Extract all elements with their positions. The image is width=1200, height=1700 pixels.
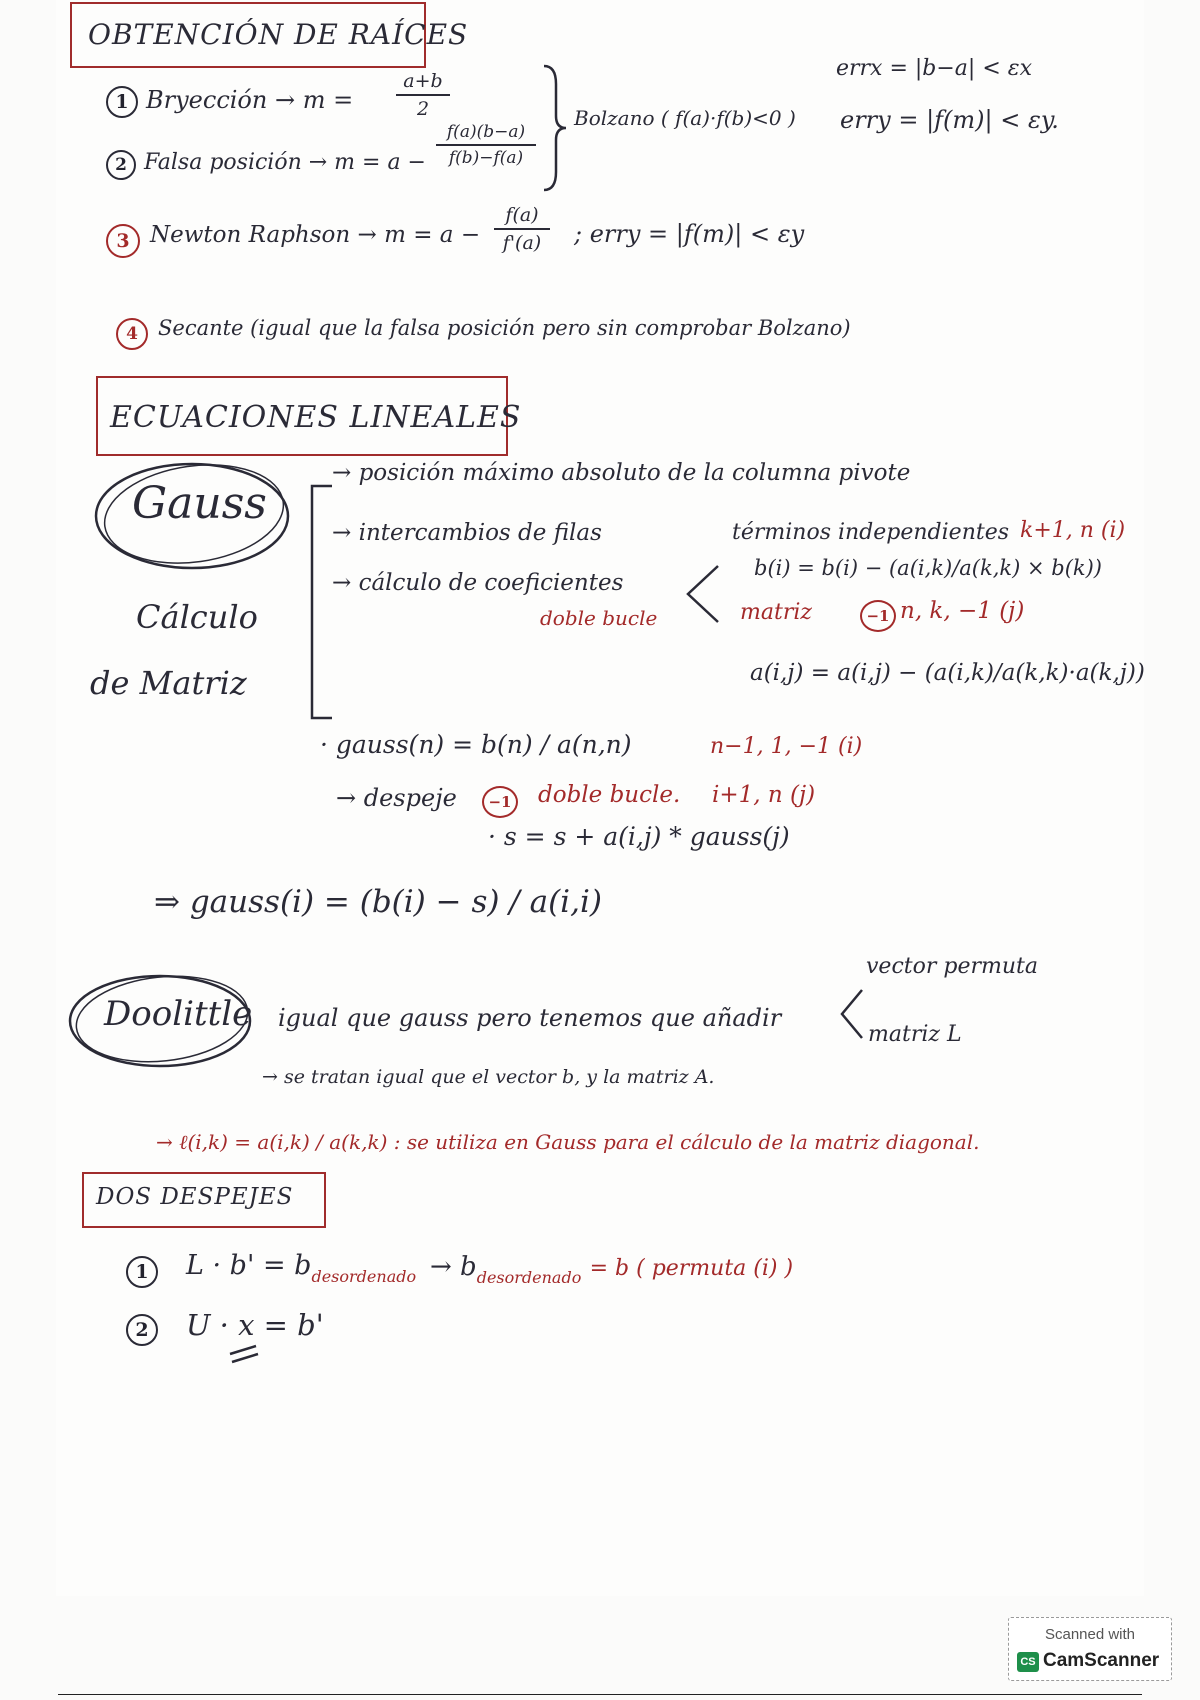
fraction-bar bbox=[396, 94, 450, 96]
method-1-fraction-denominator: 2 bbox=[416, 98, 430, 120]
despeje-2-number: 2 bbox=[126, 1314, 158, 1346]
gauss-step-1: → posición máximo absoluto de la columna pivote bbox=[332, 460, 911, 486]
doolittle-title: Doolittle bbox=[104, 994, 253, 1034]
method-1-number: 1 bbox=[106, 86, 138, 118]
method-4-label: Secante (igual que la falsa posición pero sin comprobar Bolzano) bbox=[158, 316, 851, 340]
doolittle-option-vector-permuta: vector permuta bbox=[866, 954, 1038, 979]
despeje-1-permuta: = b ( permuta (i) ) bbox=[589, 1256, 794, 1281]
scanned-with-label: Scanned with bbox=[1044, 1626, 1136, 1643]
method-3-number: 3 bbox=[106, 224, 140, 258]
method-1-fraction-numerator: a+b bbox=[403, 70, 443, 92]
s-accumulate-formula: · s = s + a(i,j) * gauss(j) bbox=[488, 822, 790, 851]
despeje-1-subscript: desordenado bbox=[311, 1267, 417, 1286]
b-update-formula: b(i) = b(i) − (a(i,k)/a(k,k) × b(k)) bbox=[754, 556, 1102, 580]
doolittle-note-2: → ℓ(i,k) = a(i,k) / a(k,k) : se utiliza en Gauss para el cálculo de la matriz diagonal. bbox=[156, 1130, 980, 1154]
error-y: erry = |f(m)| < εy. bbox=[840, 106, 1059, 134]
method-1-label: Bryección → m = bbox=[146, 86, 354, 114]
despeje-2-formula: U · x = b' bbox=[186, 1308, 324, 1342]
matriz-range: n, k, −1 (j) bbox=[900, 598, 1025, 624]
linear-heading: ECUACIONES LINEALES bbox=[110, 400, 522, 435]
despeje-range: i+1, n (j) bbox=[712, 782, 816, 808]
doolittle-option-matriz-l: matriz L bbox=[868, 1022, 962, 1047]
method-3-fraction-numerator: f(a) bbox=[505, 204, 539, 226]
despeje-1-arrow-b: → b bbox=[430, 1252, 477, 1282]
method-2-fraction-numerator: f(a)(b−a) bbox=[446, 122, 526, 142]
matriz-step-circle: −1 bbox=[860, 600, 896, 632]
terminos-independientes-label: términos independientes bbox=[732, 520, 1010, 545]
despeje-1-lhs: L · b' = b bbox=[186, 1250, 312, 1281]
method-3-fraction bbox=[494, 204, 550, 254]
despeje-step-circle: −1 bbox=[482, 786, 518, 818]
method-2-label: Falsa posición → m = a − bbox=[144, 150, 426, 175]
doolittle-less-than-brace bbox=[836, 986, 866, 1042]
despejes-heading: DOS DESPEJES bbox=[96, 1184, 294, 1210]
gauss-bracket bbox=[306, 482, 336, 722]
method-1-fraction bbox=[396, 70, 450, 120]
gauss-subtitle-line-1: Cálculo bbox=[136, 598, 258, 636]
roots-heading: OBTENCIÓN DE RAÍCES bbox=[88, 18, 469, 51]
fraction-bar bbox=[436, 144, 536, 146]
bottom-rule bbox=[58, 1694, 1142, 1695]
despeje-1-arrow bbox=[430, 1252, 793, 1287]
despeje-1-formula bbox=[186, 1250, 416, 1286]
less-than-brace bbox=[682, 562, 722, 626]
a-update-formula: a(i,j) = a(i,j) − (a(i,k)/a(k,k)·a(k,j)) bbox=[750, 660, 1145, 686]
method-4-number: 4 bbox=[116, 318, 148, 350]
bolzano-condition: Bolzano ( f(a)·f(b)<0 ) bbox=[574, 106, 796, 130]
method-3-fraction-denominator: f'(a) bbox=[502, 232, 542, 254]
method-2-fraction-denominator: f(b)−f(a) bbox=[448, 148, 524, 168]
method-3-label: Newton Raphson → m = a − bbox=[150, 222, 481, 248]
fraction-bar bbox=[494, 228, 550, 230]
gauss-title: Gauss bbox=[132, 478, 267, 529]
right-curly-brace bbox=[540, 62, 570, 194]
despeje-1-arrow-subscript: desordenado bbox=[476, 1268, 582, 1287]
method-3-error: ; erry = |f(m)| < εy bbox=[574, 220, 805, 248]
matriz-label: matriz bbox=[740, 600, 812, 625]
doolittle-note-1: → se tratan igual que el vector b, y la matriz A. bbox=[262, 1066, 715, 1088]
despeje-1-number: 1 bbox=[126, 1256, 158, 1288]
doolittle-text: igual que gauss pero tenemos que añadir bbox=[278, 1004, 782, 1032]
gauss-n-range: n−1, 1, −1 (i) bbox=[710, 734, 863, 759]
gauss-subtitle-line-2: de Matriz bbox=[90, 664, 247, 702]
despeje-bucle-note: doble bucle. bbox=[538, 782, 681, 808]
method-2-fraction bbox=[436, 122, 536, 168]
terminos-range: k+1, n (i) bbox=[1020, 518, 1126, 543]
error-x: errx = |b−a| < εx bbox=[836, 56, 1032, 81]
camscanner-badge bbox=[1008, 1617, 1172, 1681]
gauss-i-formula: ⇒ gauss(i) = (b(i) − s) / a(i,i) bbox=[154, 884, 602, 920]
despeje-label: → despeje bbox=[336, 784, 457, 812]
gauss-n-formula: · gauss(n) = b(n) / a(n,n) bbox=[320, 730, 632, 759]
camscanner-brand: CamScanner bbox=[1043, 1650, 1160, 1671]
camscanner-logo-icon: CS bbox=[1017, 1652, 1039, 1672]
double-underline bbox=[226, 1342, 262, 1366]
gauss-step-2: → intercambios de filas bbox=[332, 520, 602, 546]
doble-bucle-note: doble bucle bbox=[540, 606, 658, 630]
method-2-number: 2 bbox=[106, 150, 136, 180]
gauss-step-3: → cálculo de coeficientes bbox=[332, 570, 624, 596]
